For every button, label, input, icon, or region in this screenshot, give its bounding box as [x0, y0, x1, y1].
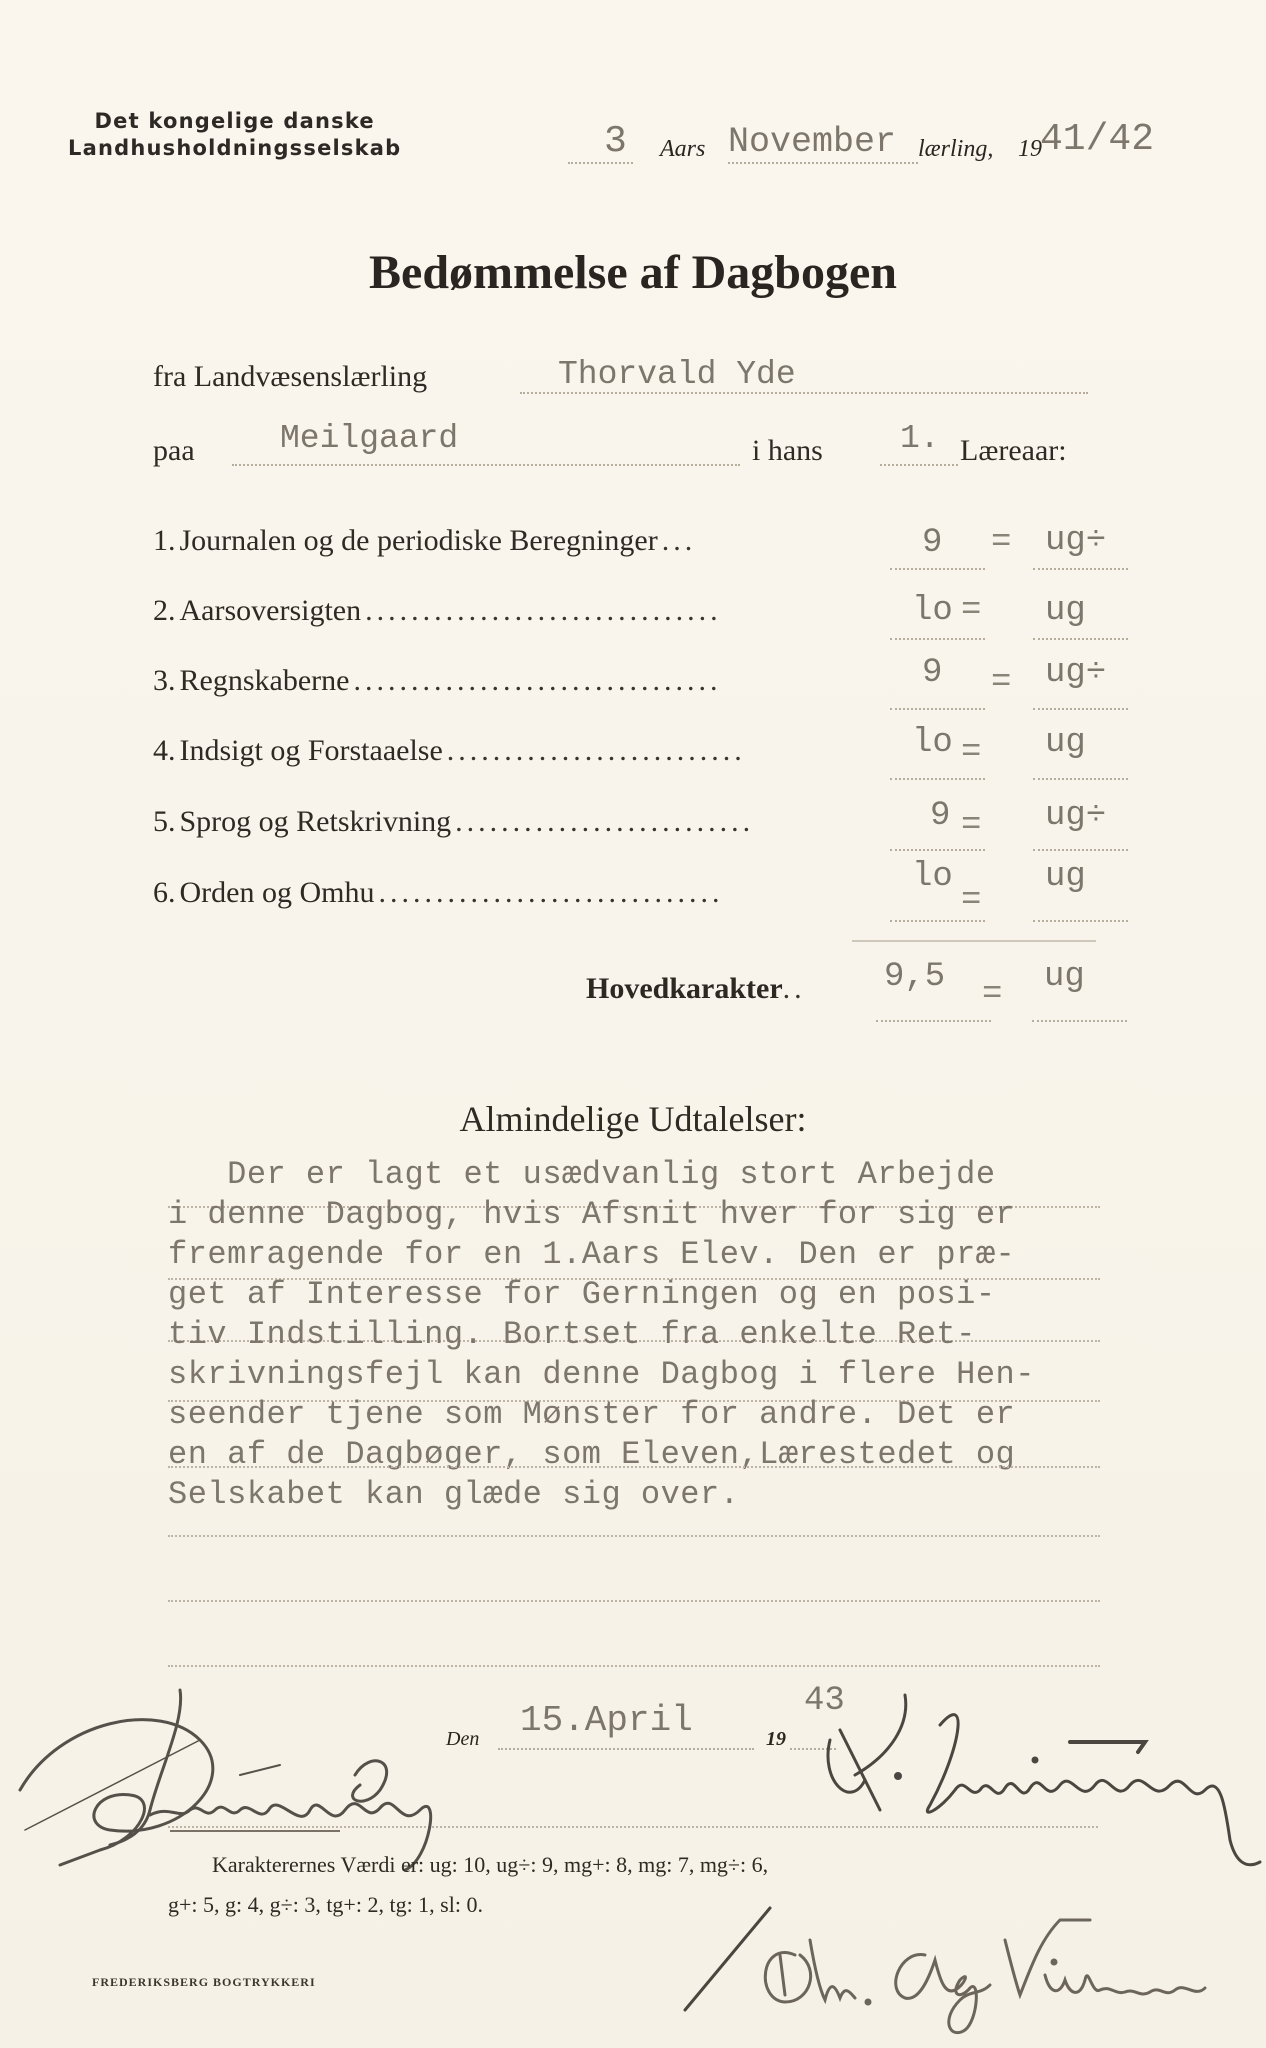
apprentice-year: 1.	[900, 420, 940, 457]
remark-line: skrivningsfejl kan denne Dagbog i flere Hen-	[168, 1356, 1035, 1393]
grade-number: 3.	[153, 664, 176, 697]
grade-word-field	[1033, 522, 1128, 570]
year-value: 43	[804, 1682, 845, 1720]
equals-sign: =	[961, 592, 982, 630]
score-field	[890, 524, 985, 570]
leader-dots: ..........................	[455, 805, 755, 838]
year-prefix-label: 19	[766, 1728, 786, 1750]
farm-field	[232, 420, 740, 466]
writing-rule	[168, 1466, 1100, 1468]
grade-word-field	[1033, 797, 1128, 851]
signature-bottom-icon	[660, 1880, 1266, 2040]
grade-row	[153, 797, 1133, 855]
printer-imprint: FREDERIKSBERG BOGTRYKKERI	[92, 1975, 316, 1989]
remark-line: Der er lagt et usædvanlig stort Arbejde	[168, 1156, 996, 1193]
course-number-field	[568, 120, 633, 164]
score-value: lo	[912, 858, 953, 896]
student-name-field	[520, 356, 1088, 394]
grade-label: Aarsoversigten	[179, 594, 362, 627]
from-label: fra Landvæsenslærling	[153, 360, 428, 393]
grade-scale-line-2: g+: 5, g: 4, g÷: 3, tg+: 2, tg: 1, sl: 0.	[168, 1892, 483, 1917]
overall-grade-word-field	[1032, 958, 1127, 1022]
equals-sign: =	[991, 664, 1012, 702]
school-year: 41/42	[1040, 118, 1155, 161]
grade-number: 4.	[153, 734, 176, 767]
score-value: 9	[930, 797, 951, 835]
remark-line: en af de Dagbøger, som Eleven,Lærestedet og	[168, 1436, 1016, 1473]
grade-scale-line-1: Karakterernes Værdi er: ug: 10, ug÷: 9, mg+: 8, mg: 7, mg÷: 6,	[212, 1852, 769, 1877]
farm-name: Meilgaard	[280, 420, 459, 457]
score-value: lo	[912, 724, 953, 762]
leader-dots: ..............................	[378, 876, 724, 909]
total-separator	[852, 940, 1096, 942]
course-month-field	[728, 122, 918, 164]
his-label: i hans	[752, 434, 823, 467]
remark-line: get af Interesse for Gerningen og en posi-	[168, 1276, 996, 1313]
grade-label: Sprog og Retskrivning	[179, 805, 452, 838]
grade-word-field	[1033, 858, 1128, 922]
equals-sign: =	[991, 524, 1012, 562]
grade-word: ug÷	[1045, 654, 1107, 692]
overall-label: Hovedkarakter	[586, 972, 783, 1005]
score-value: lo	[912, 592, 953, 630]
student-name: Thorvald Yde	[558, 356, 796, 393]
leader-dots: ..........................	[446, 734, 746, 767]
grade-number: 5.	[153, 805, 176, 838]
equals-sign: =	[982, 976, 1003, 1014]
grade-number: 2.	[153, 594, 176, 627]
den-label: Den	[446, 1728, 480, 1750]
remarks-title: Almindelige Udtalelser:	[459, 1099, 807, 1139]
grade-row	[153, 524, 1133, 574]
apprentice-year-field	[880, 420, 958, 466]
score-field	[890, 654, 985, 710]
equals-sign: =	[961, 734, 982, 772]
grade-word: ug÷	[1045, 522, 1107, 560]
remark-line: Selskabet kan glæde sig over.	[168, 1476, 740, 1513]
grade-row	[153, 858, 1133, 926]
year-label: Læreaar:	[960, 434, 1067, 467]
at-label: paa	[153, 434, 195, 467]
score-value: 9	[922, 524, 943, 562]
overall-score-field	[876, 958, 991, 1022]
grade-label: Regnskaberne	[179, 664, 350, 697]
grade-row	[153, 724, 1133, 784]
grade-word: ug÷	[1045, 797, 1107, 835]
date-value: 15.April	[520, 1700, 693, 1741]
grade-number: 1.	[153, 524, 176, 557]
writing-rule	[168, 1600, 1100, 1602]
year-prefix: 19	[1018, 136, 1042, 162]
signature-right-icon	[780, 1680, 1266, 1880]
grade-row	[153, 654, 1133, 714]
remark-line: seender tjene som Mønster for andre. Det er	[168, 1396, 1016, 1433]
course-month: November	[728, 122, 897, 162]
overall-grade-row	[586, 958, 1126, 1022]
signature-left-icon	[0, 1680, 600, 1880]
remark-line: tiv Indstilling. Bortset fra enkelte Ret-	[168, 1316, 976, 1353]
grade-word: ug	[1045, 592, 1086, 630]
organization-line-1: Det kongelige danske	[94, 109, 375, 133]
writing-rule	[168, 1535, 1100, 1537]
equals-sign: =	[961, 807, 982, 845]
grade-word-field	[1033, 592, 1128, 640]
course-suffix: lærling,	[918, 136, 994, 162]
remark-line: fremragende for en 1.Aars Elev. Den er præ-	[168, 1236, 1016, 1273]
organization-name	[68, 108, 401, 162]
remark-line: i denne Dagbog, hvis Afsnit hver for sig er	[168, 1196, 1016, 1233]
leader-dots: ...............................	[365, 594, 722, 627]
equals-sign: =	[961, 882, 982, 920]
overall-score: 9,5	[884, 958, 946, 996]
grade-word: ug	[1045, 858, 1086, 896]
grade-word: ug	[1045, 724, 1086, 762]
leader-dots: ..	[782, 972, 806, 1005]
writing-rule	[168, 1665, 1100, 1667]
grade-word-field	[1033, 654, 1128, 710]
grade-label: Orden og Omhu	[179, 876, 375, 909]
course-prefix: Aars	[660, 136, 706, 162]
course-number: 3	[604, 120, 627, 163]
organization-line-2: Landhusholdningsselskab	[68, 136, 402, 160]
leader-dots: ................................	[353, 664, 722, 697]
grade-word-field	[1033, 724, 1128, 780]
overall-grade-word: ug	[1044, 958, 1085, 996]
grade-number: 6.	[153, 876, 176, 909]
page-title: Bedømmelse af Dagbogen	[369, 246, 897, 299]
score-value: 9	[922, 654, 943, 692]
grade-label: Indsigt og Forstaaelse	[179, 734, 443, 767]
leader-dots: ...	[661, 524, 697, 557]
grade-row	[153, 594, 1133, 644]
grade-label: Journalen og de periodiske Beregninger	[179, 524, 658, 557]
